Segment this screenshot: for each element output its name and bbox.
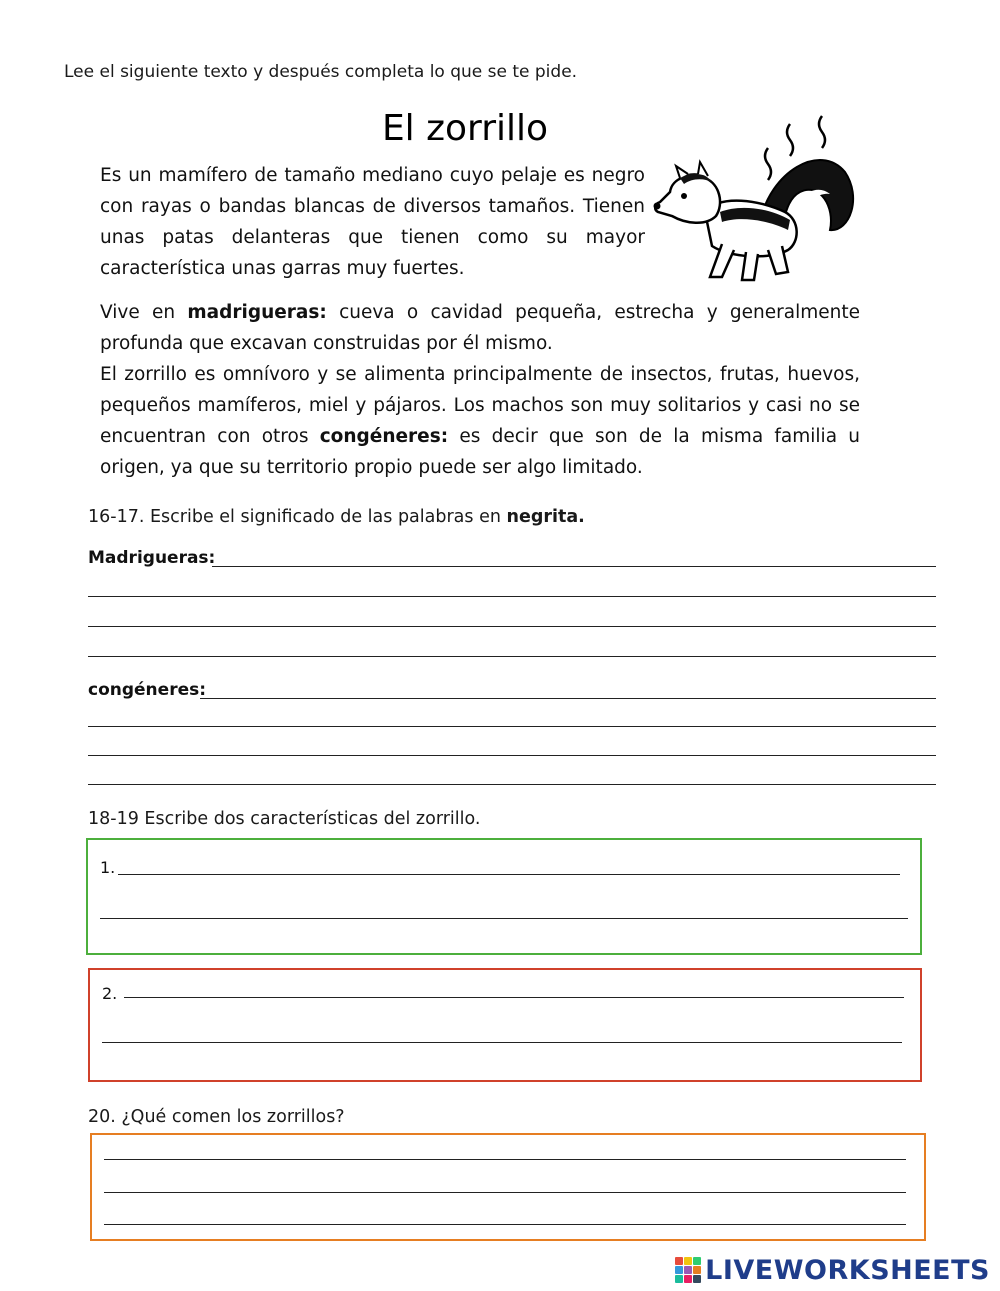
answer-line-madrigueras[interactable]: [212, 566, 936, 567]
answer-line[interactable]: [88, 656, 936, 657]
answer-line[interactable]: [124, 997, 904, 998]
answer-line[interactable]: [104, 1159, 906, 1160]
question-end: .: [578, 507, 585, 527]
question-18-19: 18-19 Escribe dos características del zorrillo.: [88, 809, 481, 829]
page-title: El zorrillo: [381, 108, 549, 149]
logo-square: [684, 1266, 692, 1274]
label-congeneres: congéneres:: [88, 680, 207, 700]
logo-square: [675, 1275, 683, 1283]
logo-square: [684, 1275, 692, 1283]
smell-line-icon: [787, 124, 793, 156]
logo-square: [675, 1266, 683, 1274]
logo-square: [693, 1266, 701, 1274]
bold-term-congeneres: congéneres:: [319, 426, 449, 447]
answer-line[interactable]: [102, 1042, 902, 1043]
paragraph-text: El zorrillo es omnívoro y se alimenta principalmente de insectos, frutas, huevos, pequeños mamíferos, miel y pájaros. Los machos son muy solitarios y casi no se encuentran con otros: [100, 364, 860, 447]
item-number-2: 2.: [102, 984, 118, 1003]
logo-square: [684, 1257, 692, 1265]
instruction-text: Lee el siguiente texto y después completa lo que se te pide.: [64, 62, 578, 82]
smell-line-icon: [819, 116, 825, 148]
logo-square: [693, 1257, 701, 1265]
answer-box-1: [86, 838, 922, 955]
answer-line[interactable]: [88, 626, 936, 627]
item-number-1: 1.: [100, 858, 116, 877]
paragraph-text: Vive en: [100, 302, 188, 323]
paragraph-habitat: [100, 297, 860, 359]
brand-name: LIVEWORKSHEETS: [705, 1254, 990, 1286]
answer-line[interactable]: [88, 755, 936, 756]
logo-square: [693, 1275, 701, 1283]
logo-square: [675, 1257, 683, 1265]
bold-term-madrigueras: madrigueras:: [187, 302, 327, 323]
answer-line[interactable]: [88, 596, 936, 597]
liveworksheets-brand: [675, 1254, 990, 1286]
answer-line[interactable]: [104, 1224, 906, 1225]
skunk-illustration: [650, 112, 865, 292]
answer-line-congeneres[interactable]: [200, 698, 936, 699]
answer-line[interactable]: [100, 918, 908, 919]
smell-line-icon: [765, 148, 771, 180]
question-bold-word: negrita: [506, 507, 579, 527]
answer-box-2: [88, 968, 922, 1082]
answer-line[interactable]: [88, 726, 936, 727]
answer-line[interactable]: [88, 784, 936, 785]
label-madrigueras: Madrigueras:: [88, 548, 216, 568]
answer-line[interactable]: [118, 874, 900, 875]
paragraph-diet: [100, 359, 860, 483]
question-16-17: [88, 507, 585, 527]
liveworksheets-logo-icon: [675, 1257, 701, 1283]
answer-line[interactable]: [104, 1192, 906, 1193]
paragraph-description: Es un mamífero de tamaño mediano cuyo pelaje es negro con rayas o bandas blancas de diversos tamaños. Tienen unas patas delanteras que tienen como su mayor característica unas garras muy fuertes.: [100, 165, 645, 279]
paragraph-text: cueva o cavidad pequeña, estrecha y generalmente profunda que excavan construidas por él mismo.: [100, 302, 860, 354]
paragraph-text: es decir que son de la misma familia u origen, ya que su territorio propio puede ser algo limitado.: [100, 426, 860, 478]
question-20: 20. ¿Qué comen los zorrillos?: [88, 1107, 345, 1127]
answer-box-3: [90, 1133, 926, 1241]
question-text: 16-17. Escribe el significado de las palabras en: [88, 507, 507, 527]
